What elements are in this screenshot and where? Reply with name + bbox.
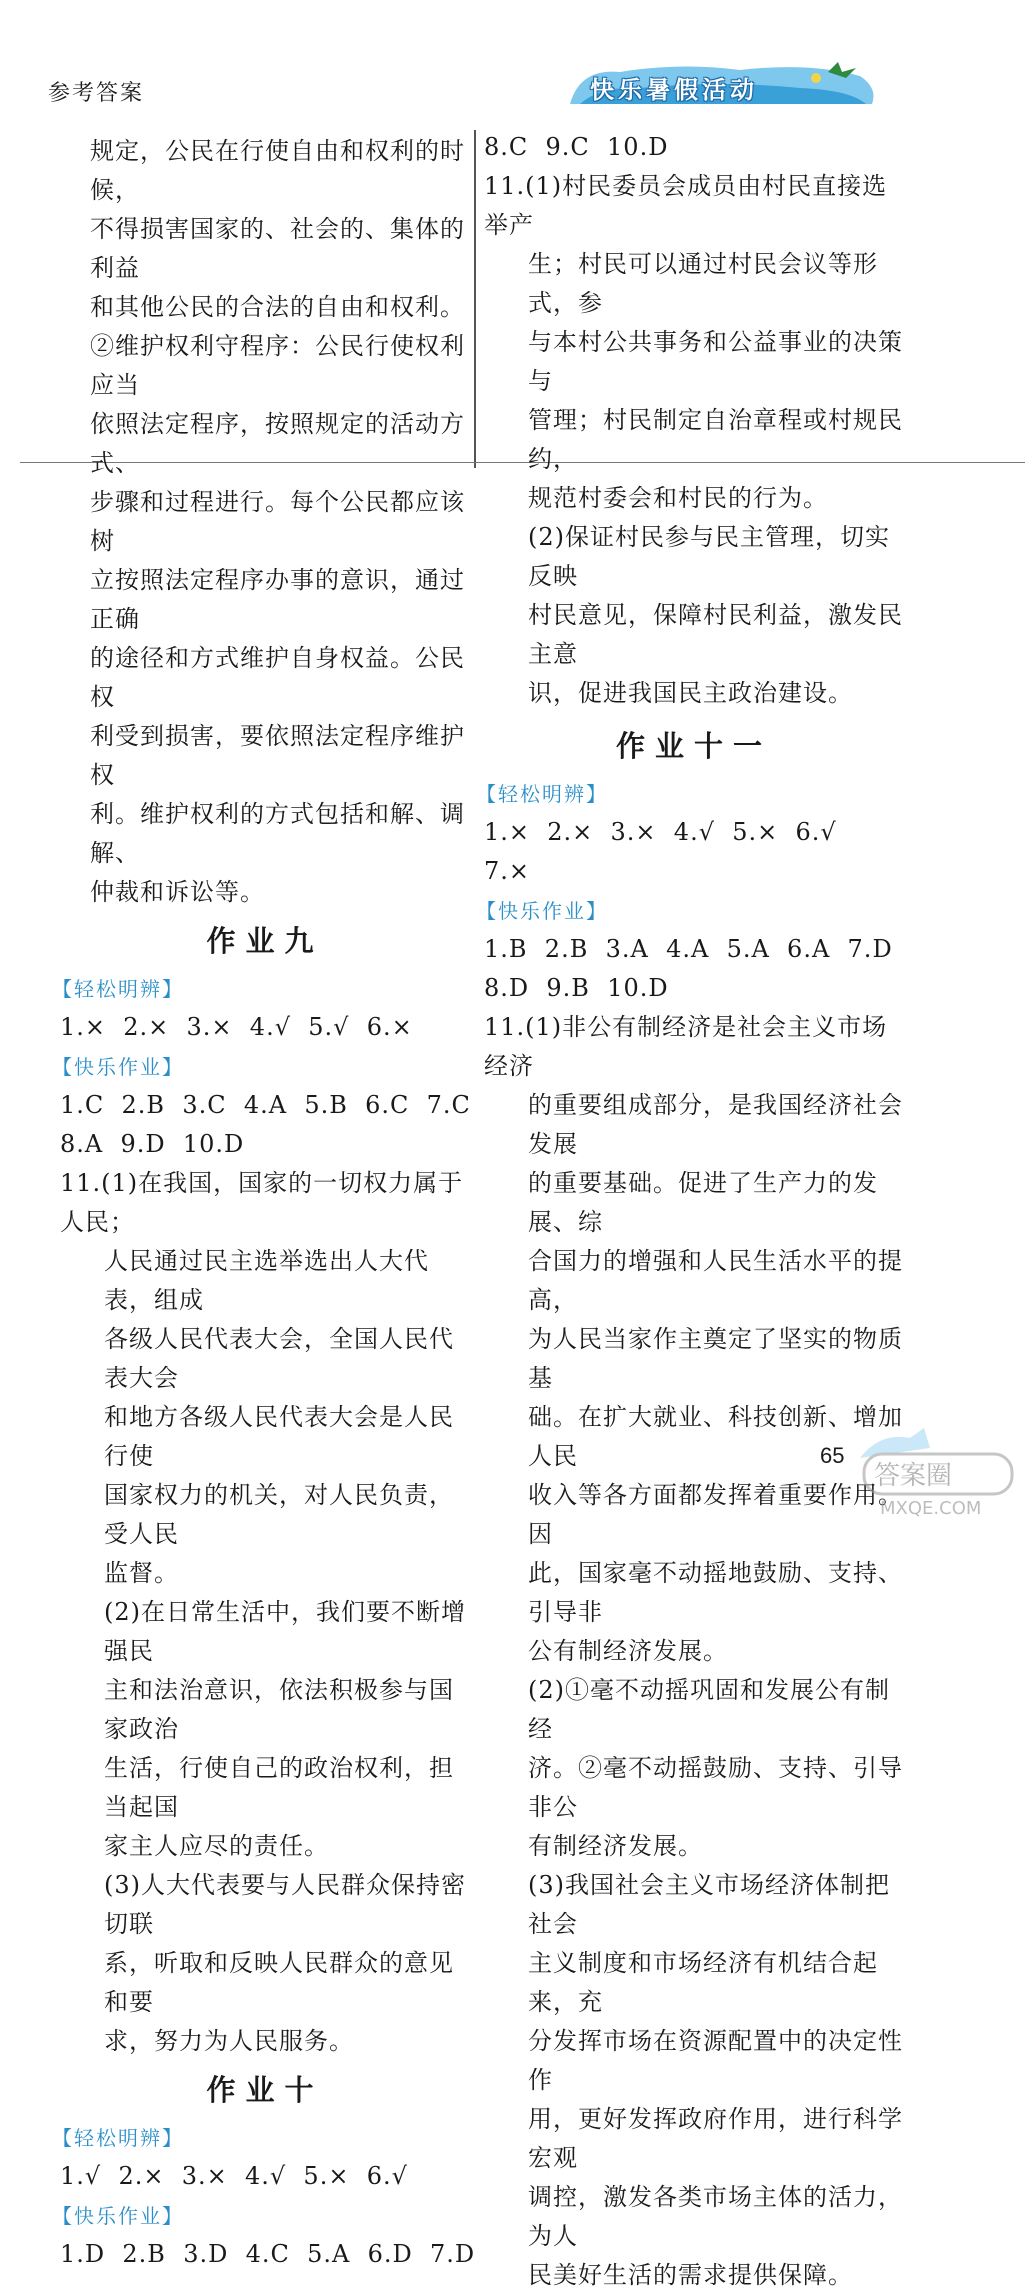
text-line: 11.(1)在我国，国家的一切权力属于人民； <box>60 1169 464 1236</box>
text-line: 利。维护权利的方式包括和解、调解、 <box>90 800 465 867</box>
text-line: 调控，激发各类市场主体的活力，为人 <box>528 2183 903 2250</box>
text-line: 此，国家毫不动摇地鼓励、支持、引导非 <box>528 1559 903 1626</box>
answers-mc: 1.D 2.B 3.D 4.C 5.A 6.D 7.D <box>60 2240 476 2268</box>
text-line: 依照法定程序，按照规定的活动方式、 <box>90 410 465 477</box>
tag-easy: 【轻松明辨】 <box>52 2126 184 2150</box>
text-line: 识，促进我国民主政治建设。 <box>528 679 853 707</box>
text-line: 步骤和过程进行。每个公民都应该树 <box>90 488 465 555</box>
text-line: 公有制经济发展。 <box>528 1637 728 1665</box>
page-number: 65 <box>820 1443 845 1468</box>
text-line: 规定，公民在行使自由和权利的时候， <box>90 137 465 204</box>
text-line: 的途径和方式维护自身权益。公民权 <box>90 644 465 711</box>
column-divider <box>474 130 476 468</box>
section-title-hw11: 作业十一 <box>615 729 772 763</box>
text-line: (3)我国社会主义市场经济体制把社会 <box>528 1871 890 1938</box>
tag-homework: 【快乐作业】 <box>52 1055 184 1079</box>
section-title-hw9: 作业九 <box>206 924 324 958</box>
text-line: ②维护权利守程序：公民行使权利应当 <box>90 332 465 399</box>
tag-homework: 【快乐作业】 <box>476 899 608 923</box>
text-line: (2)在日常生活中，我们要不断增强民 <box>104 1598 466 1665</box>
text-line: 和其他公民的合法的自由和权利。 <box>90 293 465 321</box>
text-line: 为人民当家作主奠定了坚实的物质基 <box>528 1325 903 1392</box>
text-line: 分发挥市场在资源配置中的决定性作 <box>528 2027 903 2094</box>
text-line: 主和法治意识，依法积极参与国家政治 <box>104 1676 454 1743</box>
text-line: 系，听取和反映人民群众的意见和要 <box>104 1949 454 2016</box>
svg-text:答案圈: 答案圈 <box>874 1461 953 1491</box>
text-line: 利受到损害，要依照法定程序维护权 <box>90 722 465 789</box>
section-title-hw10: 作业十 <box>206 2073 324 2107</box>
text-line: 人民通过民主选举选出人大代表，组成 <box>104 1247 429 1314</box>
text-line: 11.(1)非公有制经济是社会主义市场经济 <box>484 1013 888 1080</box>
svg-text:MXQE.COM: MXQE.COM <box>880 1498 982 1518</box>
text-line: (2)①毫不动摇巩固和发展公有制经 <box>528 1676 890 1743</box>
text-line: 仲裁和诉讼等。 <box>90 878 265 906</box>
text-line: 家主人应尽的责任。 <box>104 1832 329 1860</box>
answers-mc: 1.C 2.B 3.C 4.A 5.B 6.C 7.C <box>60 1091 471 1119</box>
answers-tf: 1.× 2.× 3.× 4.√ 5.√ 6.× <box>60 1013 413 1041</box>
text-line: (3)人大代表要与人民群众保持密切联 <box>104 1871 466 1938</box>
left-column <box>52 132 476 2274</box>
text-line: 的重要基础。促进了生产力的发展、综 <box>528 1169 878 1236</box>
text-line: 的重要组成部分，是我国经济社会发展 <box>528 1091 903 1158</box>
text-line: 主义制度和市场经济有机结合起来，充 <box>528 1949 878 2016</box>
answers-mc: 1.B 2.B 3.A 4.A 5.A 6.A 7.D <box>484 935 893 963</box>
text-line: 管理；村民制定自治章程或村规民约， <box>528 406 903 473</box>
text-line: 民美好生活的需求提供保障。 <box>528 2261 853 2289</box>
text-line: 不得损害国家的、社会的、集体的利益 <box>90 215 465 282</box>
answers-mc: 8.D 9.B 10.D <box>484 974 669 1002</box>
watermark-icon <box>850 1418 1020 1518</box>
watermark-logo <box>850 1418 1020 1518</box>
text-line: 立按照法定程序办事的意识，通过正确 <box>90 566 465 633</box>
text-line: 收入等各方面都发挥着重要作用。因 <box>528 1481 903 1548</box>
answers-tf: 1.√ 2.× 3.× 4.√ 5.× 6.√ <box>60 2162 408 2190</box>
header-label: 参考答案 <box>48 81 145 106</box>
answers-tf: 7.× <box>484 857 531 885</box>
text-line: 济。②毫不动摇鼓励、支持、引导非公 <box>528 1754 903 1821</box>
text-line: 合国力的增强和人民生活水平的提高， <box>528 1247 903 1314</box>
right-column <box>476 128 904 2295</box>
banner <box>560 58 880 108</box>
text-line: 有制经济发展。 <box>528 1832 703 1860</box>
text-line: 用，更好发挥政府作用，进行科学宏观 <box>528 2105 903 2172</box>
text-line: 和地方各级人民代表大会是人民行使 <box>104 1403 454 1470</box>
text-line: 规范村委会和村民的行为。 <box>528 484 828 512</box>
answers-mc: 8.A 9.D 10.D <box>60 1130 245 1158</box>
text-line: 础。在扩大就业、科技创新、增加人民 <box>528 1403 903 1470</box>
text-line: (2)保证村民参与民主管理，切实反映 <box>528 523 890 590</box>
text-line: 11.(1)村民委员会成员由村民直接选举产 <box>484 172 888 239</box>
text-line: 国家权力的机关，对人民负责，受人民 <box>104 1481 454 1548</box>
text-line: 各级人民代表大会，全国人民代表大会 <box>104 1325 454 1392</box>
text-line: 求，努力为人民服务。 <box>104 2027 354 2055</box>
text-line: 与本村公共事务和公益事业的决策与 <box>528 328 903 395</box>
text-line: 村民意见，保障村民利益，激发民主意 <box>528 601 903 668</box>
text-line: 生；村民可以通过村民会议等形式，参 <box>528 250 878 317</box>
tag-homework: 【快乐作业】 <box>52 2204 184 2228</box>
answers-tf: 1.× 2.× 3.× 4.√ 5.× 6.√ <box>484 818 837 846</box>
banner-title: 快乐暑假活动 <box>590 76 758 104</box>
answers-mc: 8.C 9.C 10.D <box>484 133 669 161</box>
text-line: 生活，行使自己的政治权利，担当起国 <box>104 1754 454 1821</box>
tag-easy: 【轻松明辨】 <box>52 977 184 1001</box>
text-line: 监督。 <box>104 1559 179 1587</box>
tag-easy: 【轻松明辨】 <box>476 782 608 806</box>
